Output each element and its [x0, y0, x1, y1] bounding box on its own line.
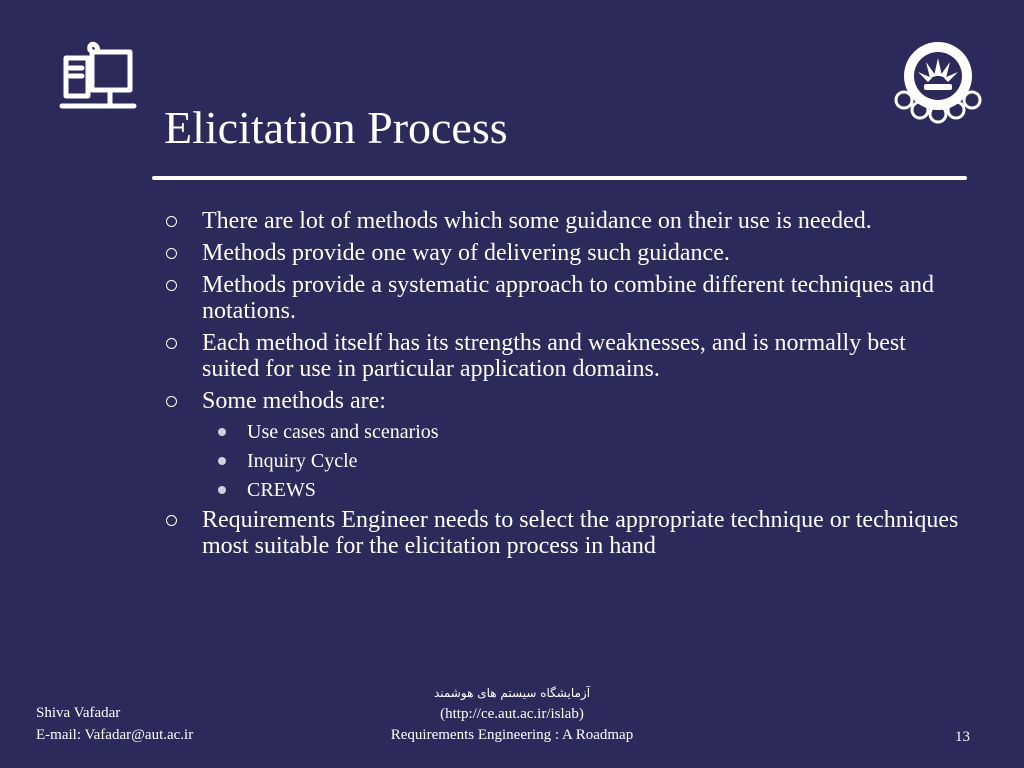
bullet-text: Requirements Engineer needs to select the appropriate technique or techniques most suitable for the elicitation process in hand: [202, 507, 959, 559]
footer-author: Shiva Vafadar: [36, 705, 121, 721]
footer-lab-url: (http://ce.aut.ac.ir/islab): [440, 706, 584, 722]
slide-title: Elicitation Process: [164, 102, 508, 153]
bullet-text: Methods provide one way of delivering such guidance.: [202, 240, 730, 266]
computer-workstation-icon: [58, 38, 138, 114]
hollow-circle-bullet-icon: [166, 216, 177, 227]
page-number: 13: [955, 729, 970, 745]
bullet-list: [164, 208, 964, 565]
bullet-text: Some methods are:: [202, 388, 386, 414]
bullet-item: [164, 240, 964, 266]
footer-lab-name: آزمایشگاه سیستم های هوشمند: [433, 686, 591, 700]
footer-email: E-mail: Vafadar@aut.ac.ir: [36, 727, 194, 743]
sub-bullet-item: [164, 478, 964, 502]
sub-bullet-text: Use cases and scenarios: [247, 421, 439, 443]
filled-dot-bullet-icon: [218, 486, 226, 494]
bullet-item: [164, 507, 964, 559]
bullet-text: Methods provide a systematic approach to combine different techniques and notations.: [202, 272, 934, 324]
bullet-text: Each method itself has its strengths and weaknesses, and is normally best suited for use in particular application domains.: [202, 330, 906, 382]
footer-course-title: Requirements Engineering : A Roadmap: [390, 727, 634, 743]
sub-bullet-text: Inquiry Cycle: [247, 450, 358, 472]
filled-dot-bullet-icon: [218, 457, 226, 465]
sub-bullet-item: [164, 449, 964, 473]
title-divider: [152, 176, 967, 180]
filled-dot-bullet-icon: [218, 428, 226, 436]
hollow-circle-bullet-icon: [166, 280, 177, 291]
bullet-text: There are lot of methods which some guidance on their use is needed.: [202, 208, 872, 234]
hollow-circle-bullet-icon: [166, 515, 177, 526]
hollow-circle-bullet-icon: [166, 248, 177, 259]
hollow-circle-bullet-icon: [166, 396, 177, 407]
hollow-circle-bullet-icon: [166, 338, 177, 349]
university-emblem-icon: [890, 36, 986, 128]
bullet-item: [164, 272, 964, 324]
sub-bullet-item: [164, 420, 964, 444]
sub-bullet-text: CREWS: [247, 479, 316, 501]
bullet-item: [164, 330, 964, 382]
bullet-item: [164, 388, 964, 414]
bullet-item: [164, 208, 964, 234]
